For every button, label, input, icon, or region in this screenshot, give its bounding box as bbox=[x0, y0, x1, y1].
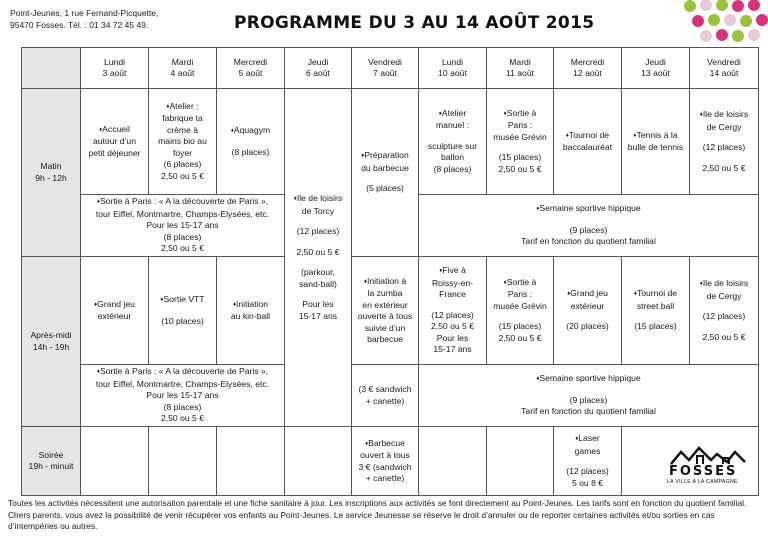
cell-soiree-lundi3 bbox=[81, 427, 149, 496]
cell-soiree-vendredi7: ♦ Barbecue ouvert à tous 3 € (sandwich + canette) bbox=[352, 427, 419, 496]
day-header-9: Vendredi 14 août bbox=[690, 48, 759, 89]
cell-am-mercredi5: ♦ Initiation au kin-ball bbox=[217, 257, 285, 365]
cell-am-mercredi12: ♦ Grand jeu extérieur (20 places) bbox=[554, 257, 622, 365]
logo-wordmark: FOSSES bbox=[669, 464, 738, 479]
cell-matin-mardi4: ♦ Atelier : fabrique ta crème à mains bio au foyer (6 places) 2,50 ou 5 € bbox=[149, 89, 217, 195]
cell-am-lundi3: ♦ Grand jeu extérieur bbox=[81, 257, 149, 365]
cell-matin-mercredi5: ♦ Aquagym (8 places) bbox=[217, 89, 285, 195]
cell-am-semaine-hippique: ♦ Semaine sportive hippique (9 places) Tarif en fonction du quotient familial bbox=[419, 365, 759, 427]
cell-matin-jeudi13: ♦ Tennis à la bulle de tennis bbox=[622, 89, 690, 195]
day-header-3: Jeudi 6 août bbox=[285, 48, 352, 89]
cell-matin-semaine-hippique: ♦ Semaine sportive hippique (9 places) Tarif en fonction du quotient familial bbox=[419, 195, 759, 257]
cell-matin-mardi11: ♦ Sortie à Paris : musée Grévin (15 places) 2,50 ou 5 € bbox=[487, 89, 554, 195]
cell-soiree-mercredi5 bbox=[217, 427, 285, 496]
period-apres-midi: Après-midi 14h - 19h bbox=[22, 257, 81, 427]
logo-tagline: LA VILLE A LA CAMPAGNE bbox=[667, 479, 738, 485]
cell-matin-sortie-paris: ♦ Sortie à Paris : « A la découverte de Paris », tour Eiffel, Montmartre, Champs-Elysées, etc. Pour les 15-17 ans (8 places) 2,50 ou 5 € bbox=[81, 195, 285, 257]
day-header-7: Mercredi 12 août bbox=[554, 48, 622, 89]
day-header-0: Lundi 3 août bbox=[81, 48, 149, 89]
cell-soiree-mardi4 bbox=[149, 427, 217, 496]
cell-matin-vendredi14: ♦ Ile de loisirs de Cergy (12 places) 2,50 ou 5 € bbox=[690, 89, 759, 195]
cell-soiree-jeudi6 bbox=[285, 427, 352, 496]
cell-soiree-mercredi12: ♦ Laser games (12 places) 5 ou 8 € bbox=[554, 427, 622, 496]
cell-matin-vendredi7: ♦ Préparation du barbecue (5 places) bbox=[352, 89, 419, 257]
footer-notice: Toutes les activités nécessitent une autorisation parentale et une fiche sanitaire à jour. Les inscriptions aux activités se font directement au Point-Jeunes. Les tarifs sont en fonction du quotient familial. Chers parents, vous avez la possibilité de venir récupérer vos enfants au Point-Jeunes. Le service Jeunesse se réserve le droit d’annuler ou de reporter certaines activités et/ou sorties en cas d’intempéries ou autres. bbox=[8, 498, 747, 531]
corner-cell bbox=[22, 48, 81, 89]
cell-am-sortie-paris: ♦ Sortie à Paris : « A la découverte de Paris », tour Eiffel, Montmartre, Champs-Elysées, etc. Pour les 15-17 ans (8 places) 2,50 ou 5 € bbox=[81, 365, 285, 427]
period-matin: Matin 9h - 12h bbox=[22, 89, 81, 257]
cell-soiree-mardi11 bbox=[487, 427, 554, 496]
apres-midi-row bbox=[22, 257, 759, 365]
cell-soiree-lundi10 bbox=[419, 427, 487, 496]
page-title: PROGRAMME DU 3 AU 14 AOÛT 2015 bbox=[234, 13, 595, 33]
cell-am-vendredi14: ♦ Ile de loisirs de Cergy (12 places) 2,50 ou 5 € bbox=[690, 257, 759, 365]
table-header-row bbox=[22, 48, 759, 89]
address-line-1: Point-Jeunes, 1 rue Fernand-Picquette, bbox=[10, 8, 159, 18]
cell-am-mardi11: ♦ Sortie à Paris : musée Grévin (15 places) 2,50 ou 5 € bbox=[487, 257, 554, 365]
matin-row bbox=[22, 89, 759, 195]
cell-am-vendredi7-sandwich: (3 € sandwich + canette) bbox=[352, 365, 419, 427]
fosses-logo bbox=[667, 440, 749, 490]
schedule-table bbox=[21, 47, 759, 496]
day-header-2: Mercredi 5 août bbox=[217, 48, 285, 89]
cell-jeudi6-torcy: ♦ Ile de loisirs de Torcy (12 places) 2,50 ou 5 € (parkour, sand-ball) Pour les 15-17 ans bbox=[285, 89, 352, 427]
decorative-dots-icon bbox=[670, 0, 768, 44]
header-address bbox=[10, 7, 158, 31]
day-header-6: Mardi 11 août bbox=[487, 48, 554, 89]
period-soiree: Soirée 19h - minuit bbox=[22, 427, 81, 496]
day-header-1: Mardi 4 août bbox=[149, 48, 217, 89]
cell-matin-lundi10: ♦ Atelier manuel : sculpture sur ballon (8 places) bbox=[419, 89, 487, 195]
house-logo-icon bbox=[667, 440, 749, 466]
cell-matin-mercredi12: ♦ Tournoi de baccalauréat bbox=[554, 89, 622, 195]
cell-matin-lundi3: ♦ Accueil autour d’un petit déjeuner bbox=[81, 89, 149, 195]
cell-am-mardi4: ♦ Sortie VTT (10 places) bbox=[149, 257, 217, 365]
day-header-8: Jeudi 13 août bbox=[622, 48, 690, 89]
soiree-row bbox=[22, 427, 759, 496]
day-header-5: Lundi 10 août bbox=[419, 48, 487, 89]
day-header-4: Vendredi 7 août bbox=[352, 48, 419, 89]
cell-am-jeudi13: ♦ Tournoi de street ball (15 places) bbox=[622, 257, 690, 365]
cell-am-lundi10: ♦ Five à Roissy-en- France (12 places) 2,50 ou 5 € Pour les 15-17 ans bbox=[419, 257, 487, 365]
address-line-2: 95470 Fosses. Tél. : 01 34 72 45 49. bbox=[10, 20, 149, 30]
apres-midi-row-b bbox=[22, 365, 759, 427]
cell-am-vendredi7: ♦ Initiation à la zumba en extérieur ouverte à tous suivie d’un barbecue bbox=[352, 257, 419, 365]
